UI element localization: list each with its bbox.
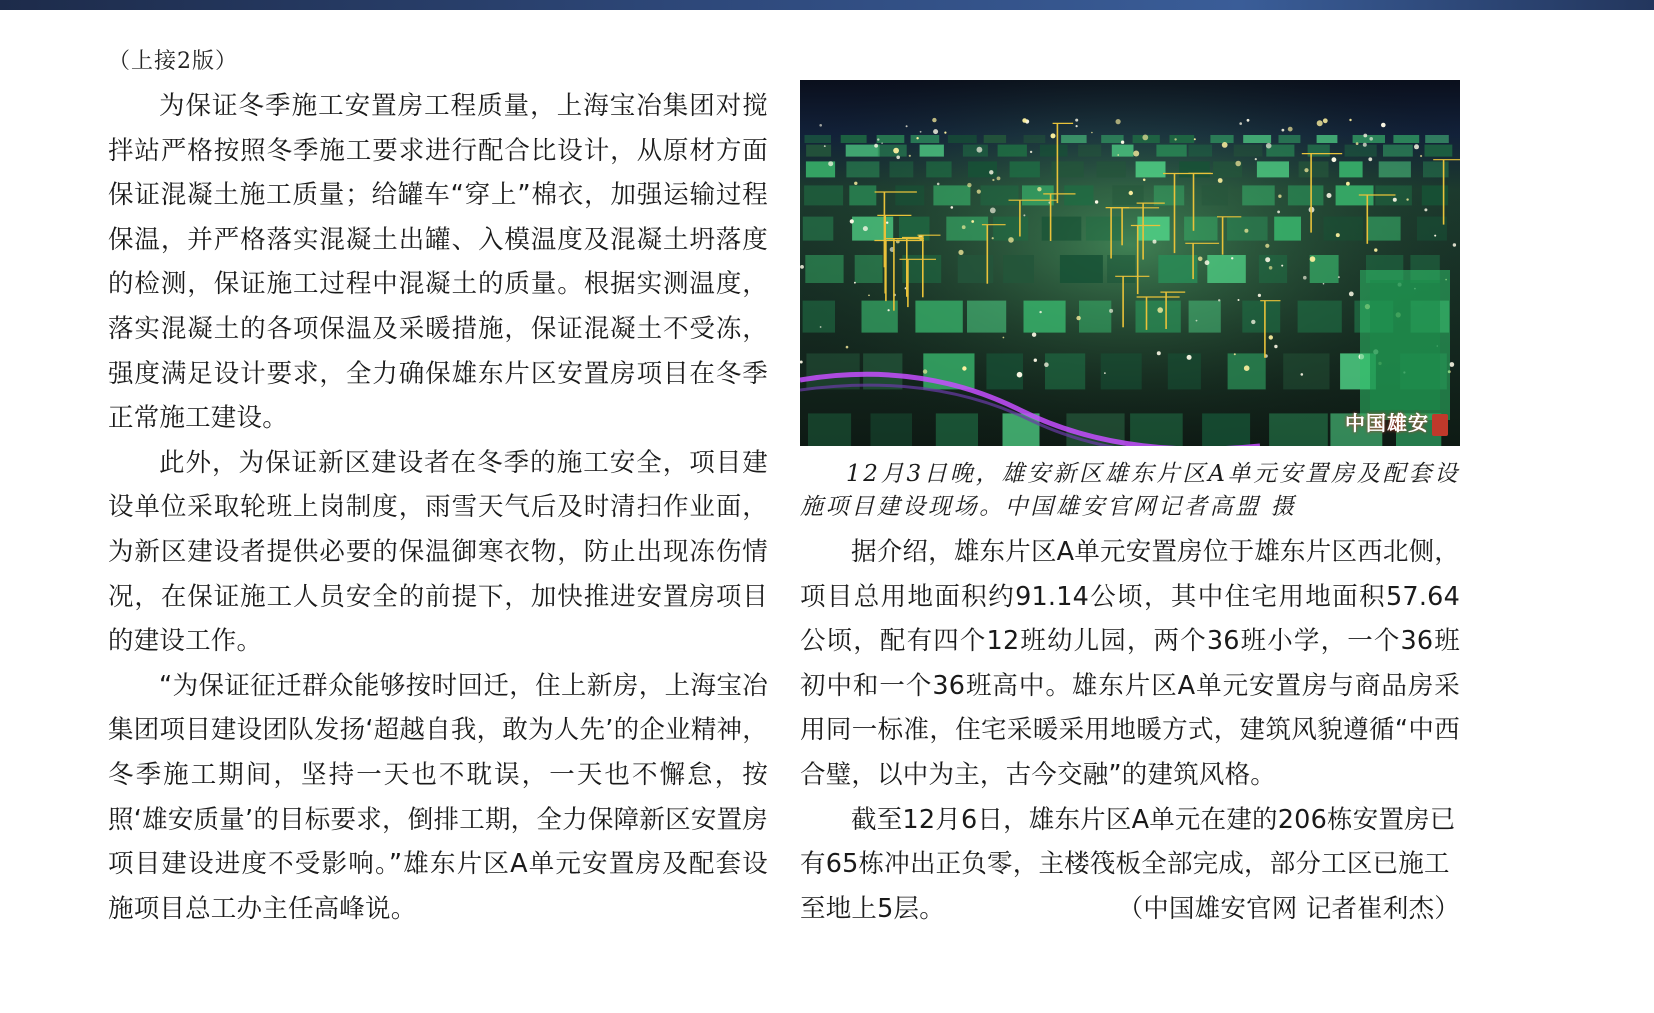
site-light [992, 237, 994, 239]
building-block [1425, 135, 1449, 143]
building-block [1060, 255, 1103, 283]
site-light [868, 295, 870, 297]
site-light [1222, 142, 1228, 148]
building-block [1393, 135, 1419, 143]
building-block [878, 145, 907, 157]
site-light [916, 137, 918, 139]
site-light [1076, 125, 1078, 127]
top-color-bar [0, 0, 1654, 10]
site-light [1218, 178, 1223, 183]
site-light [906, 125, 908, 127]
site-light [967, 183, 971, 187]
building-block [1061, 135, 1087, 143]
site-light [1196, 320, 1198, 322]
site-light [1251, 320, 1255, 324]
site-light [1420, 155, 1422, 157]
building-block [998, 145, 1027, 157]
site-light [1282, 129, 1285, 132]
site-light [997, 177, 1001, 181]
building-block [1189, 301, 1221, 333]
building-block [803, 301, 835, 333]
site-light [932, 118, 936, 122]
building-block [1298, 301, 1342, 333]
site-light [1022, 118, 1027, 123]
site-light [1327, 193, 1332, 198]
building-block [1242, 301, 1280, 333]
site-light [1304, 168, 1308, 172]
building-block [968, 161, 997, 177]
site-light [893, 148, 899, 154]
site-light [1277, 211, 1280, 214]
site-light [1336, 233, 1340, 237]
site-light [1076, 316, 1080, 320]
building-block [1079, 301, 1111, 333]
site-light [1255, 158, 1257, 160]
site-light [1187, 355, 1192, 360]
site-light [1143, 179, 1146, 182]
site-light [1008, 237, 1014, 243]
building-block [984, 135, 1006, 143]
site-light [1023, 214, 1025, 216]
building-block [852, 217, 893, 241]
building-block [1179, 161, 1210, 177]
building-block [1242, 185, 1275, 205]
building-block [1207, 255, 1246, 283]
site-light [1218, 299, 1220, 301]
building-block [1024, 301, 1066, 333]
site-light [1369, 137, 1373, 141]
photo-caption [800, 458, 1460, 524]
site-light [863, 226, 868, 231]
building-block [1324, 217, 1363, 241]
site-light [1032, 333, 1036, 337]
building-block [915, 301, 962, 333]
building-block [946, 217, 988, 241]
site-light [1235, 161, 1241, 167]
site-light [1310, 256, 1316, 262]
building-block [1299, 161, 1329, 177]
site-light [1288, 127, 1293, 132]
site-light [1323, 283, 1325, 285]
site-light [1346, 182, 1350, 186]
building-block [1078, 145, 1101, 157]
article-paragraph: “为保证征迁群众能够按时回迁，住上新房，上海宝冶集团项目建设团队发扬‘超越自我，敢为人先’的企业精神，冬季施工期间，坚持一天也不耽误，一天也不懈怠，按照‘雄安质量’的目标要求，倒排工期，全力保障新区安置房项目建设进度不受影响。”雄东片区A单元安置房及配套设施项目总工办主任高峰说。 [108, 670, 768, 924]
building-block [1101, 135, 1123, 143]
site-light [896, 156, 900, 160]
building-block [895, 185, 924, 205]
site-light [1075, 119, 1078, 122]
building-block [1136, 161, 1166, 177]
building-block [1210, 135, 1233, 143]
building-block [1367, 217, 1401, 241]
building-block [993, 217, 1028, 241]
building-block [967, 301, 1006, 333]
site-light [1174, 138, 1176, 140]
building-block [1279, 135, 1301, 143]
building-block [1243, 135, 1271, 143]
building-block [804, 185, 843, 205]
site-light [886, 222, 888, 224]
site-light [1003, 337, 1005, 339]
building-block [948, 135, 977, 143]
building-block [1283, 353, 1329, 389]
site-light [1281, 265, 1283, 267]
building-block [1184, 217, 1217, 241]
building-block [1136, 301, 1181, 333]
right-article-column [800, 530, 1460, 931]
building-block [849, 185, 876, 205]
building-block [1228, 353, 1266, 389]
article-paragraph: 据介绍，雄东片区A单元安置房位于雄东片区西北侧，项目总用地面积约91.14公顷，其中住宅用地面积57.64公顷，配有四个12班幼儿园，两个36班小学，一个36班初中和一个36班高中。雄东片区A单元安置房与商品房采用同一标准，住宅采暖采用地暖方式，建筑风貌遵循“中西合璧，以中为主，古今交融”的建筑风格。 [800, 537, 1460, 790]
site-light [977, 147, 983, 153]
building-block [1112, 145, 1134, 157]
building-block [1137, 217, 1169, 241]
site-light [1265, 244, 1269, 248]
building-block [1288, 185, 1324, 205]
building-block [1154, 185, 1184, 205]
building-block [1202, 185, 1228, 205]
site-light [1356, 142, 1359, 145]
site-light [846, 346, 849, 349]
building-block [1274, 217, 1301, 241]
site-light [1303, 276, 1307, 280]
building-block [806, 145, 831, 157]
building-block [1383, 145, 1413, 157]
building-block [1423, 161, 1449, 177]
building-block [846, 161, 879, 177]
site-light [828, 161, 833, 166]
site-light [877, 138, 879, 140]
site-light [909, 155, 911, 157]
building-block [1259, 255, 1287, 283]
site-light [1274, 345, 1277, 348]
site-light [951, 206, 954, 209]
building-block [805, 135, 832, 143]
site-light [1051, 133, 1056, 138]
site-light [1374, 248, 1377, 251]
site-light [1266, 143, 1272, 149]
site-light [1037, 187, 1041, 191]
photo-watermark: 中国雄安 [1345, 407, 1448, 436]
site-light [1349, 119, 1351, 121]
site-light [1363, 143, 1367, 147]
site-light [1194, 138, 1196, 140]
site-light [1406, 198, 1408, 200]
site-light [1247, 119, 1250, 122]
building-block [1234, 145, 1263, 157]
site-light [1368, 157, 1372, 161]
building-block [1339, 161, 1362, 177]
site-light [1017, 372, 1023, 378]
building-block [803, 217, 834, 241]
building-block [1086, 217, 1122, 241]
construction-site-photo [800, 80, 1460, 446]
article-paragraph-last [800, 798, 1460, 932]
site-light [1109, 309, 1113, 313]
site-light [990, 208, 996, 214]
building-block [963, 145, 988, 157]
building-block [1042, 217, 1082, 241]
site-light [1153, 240, 1157, 244]
site-light [1231, 257, 1233, 259]
site-light [1269, 335, 1273, 339]
building-block [933, 185, 970, 205]
site-light [1332, 157, 1337, 162]
photo-caption-text: 12月3日晚，雄安新区雄东片区A单元安置房及配套设施项目建设现场。中国雄安官网记者高盟 摄 [800, 461, 1460, 520]
article-byline: （中国雄安官网 记者崔利杰） [1117, 893, 1460, 924]
building-block [1101, 353, 1142, 389]
site-light [1258, 294, 1261, 297]
building-block [1010, 161, 1040, 177]
site-light [1091, 132, 1093, 134]
site-light [1244, 229, 1248, 233]
building-block [1097, 161, 1126, 177]
building-block [920, 145, 944, 157]
site-light [1044, 362, 1049, 367]
building-block [1257, 161, 1289, 177]
building-block [1379, 161, 1411, 177]
site-light [971, 220, 974, 223]
site-light [1157, 307, 1163, 313]
site-light [1157, 351, 1161, 355]
site-light [1104, 372, 1106, 374]
building-block [855, 255, 883, 283]
site-light [1142, 135, 1148, 141]
site-light [1349, 292, 1354, 297]
site-light [1323, 118, 1328, 123]
building-block [1112, 185, 1143, 205]
site-light [1424, 208, 1427, 211]
building-block [1064, 185, 1093, 205]
building-block [1158, 255, 1197, 283]
site-light [992, 179, 994, 181]
site-light [1363, 134, 1367, 138]
building-block [1425, 145, 1453, 157]
site-light [1381, 123, 1386, 128]
building-block [877, 135, 905, 143]
site-light [1030, 151, 1032, 153]
site-light [1338, 276, 1340, 278]
continued-from-label: （上接2版） [108, 49, 238, 74]
site-light [1278, 195, 1281, 198]
site-light [888, 309, 890, 311]
building-block [936, 413, 978, 446]
site-light [1453, 243, 1456, 246]
building-block [890, 161, 914, 177]
building-block [805, 255, 843, 283]
building-block [1317, 135, 1338, 143]
site-light [989, 170, 993, 174]
site-light [1117, 154, 1119, 156]
site-light [944, 132, 946, 134]
site-light [1133, 151, 1139, 157]
article-paragraph: 为保证冬季施工安置房工程质量，上海宝冶集团对搅拌站严格按照冬季施工要求进行配合比设计，从原材方面保证混凝土施工质量；给罐车“穿上”棉衣，加强运输过程保温，并严格落实混凝土出罐、入模温度及混凝土坍落度的检测，保证施工过程中混凝土的质量。根据实测温度，落实混凝土的各项保温及采暖措施，保证混凝土不受冻，强度满足设计要求，全力确保雄东片区安置房项目在冬季正常施工建设。 [108, 91, 768, 434]
building-block [1168, 353, 1201, 389]
building-block [862, 301, 898, 333]
building-block [1202, 413, 1250, 446]
site-light [800, 265, 804, 269]
site-light [1434, 235, 1436, 237]
building-block [841, 135, 867, 143]
site-light [1198, 257, 1203, 262]
site-light [1238, 299, 1240, 301]
site-light [958, 250, 963, 255]
building-block [1156, 145, 1186, 157]
site-light [1301, 373, 1304, 376]
site-light [1414, 144, 1419, 149]
building-block [1269, 413, 1328, 446]
site-light [1129, 191, 1133, 195]
site-light [819, 124, 822, 127]
site-light [1317, 120, 1323, 126]
building-block [986, 353, 1023, 389]
building-block [1052, 161, 1084, 177]
building-block [1130, 413, 1183, 446]
site-light [962, 225, 966, 229]
site-light [1095, 200, 1098, 203]
building-block [808, 413, 851, 446]
building-block [1345, 145, 1377, 157]
site-light [1034, 359, 1037, 362]
building-block [1170, 135, 1195, 143]
building-block [1024, 135, 1046, 143]
building-block [1227, 217, 1268, 241]
site-light [977, 190, 981, 194]
building-block [871, 413, 913, 446]
left-article-column [108, 84, 768, 931]
last-paragraph-text: 截至12月6日，雄东片区A单元在建的206栋安置房已有65栋冲出正负零，主楼筏板全部完成，部分工区已施工至地上5层。 [800, 804, 1456, 924]
site-light [1265, 257, 1270, 262]
site-light [854, 182, 857, 185]
night-construction-illustration [800, 80, 1460, 446]
building-block [911, 135, 940, 143]
building-block [1107, 255, 1135, 283]
building-block [1045, 353, 1085, 389]
site-light [937, 183, 940, 186]
building-block [981, 185, 1019, 205]
site-light [1039, 311, 1041, 313]
site-light [850, 219, 854, 223]
site-light [881, 142, 883, 144]
site-light [1269, 266, 1273, 270]
site-light [1116, 119, 1121, 124]
seal-icon [1432, 414, 1448, 436]
building-block [926, 161, 951, 177]
building-block [1189, 145, 1213, 157]
site-light [1121, 141, 1124, 144]
site-light [1234, 353, 1236, 355]
site-light [962, 366, 966, 370]
site-light [1393, 198, 1397, 202]
site-light [1244, 365, 1250, 371]
site-light [824, 145, 826, 147]
site-light [874, 144, 878, 148]
site-light [1239, 122, 1242, 125]
building-block [1003, 255, 1034, 283]
building-block [1417, 217, 1447, 241]
site-light [820, 326, 822, 328]
article-paragraph: 此外，为保证新区建设者在冬季的施工安全，项目建设单位采取轮班上岗制度，雨雪天气后及时清扫作业面，为新区建设者提供必要的保温御寒衣物，防止出现冻伤情况，在保证施工人员安全的前提下，加快推进安置房项目的建设工作。 [108, 447, 768, 657]
site-light [1205, 260, 1210, 265]
site-light [933, 129, 938, 134]
site-light [1449, 362, 1454, 367]
site-light [923, 369, 927, 373]
building-block [1353, 135, 1385, 143]
site-light [854, 282, 856, 284]
building-block [1040, 145, 1068, 157]
site-light [920, 131, 922, 133]
